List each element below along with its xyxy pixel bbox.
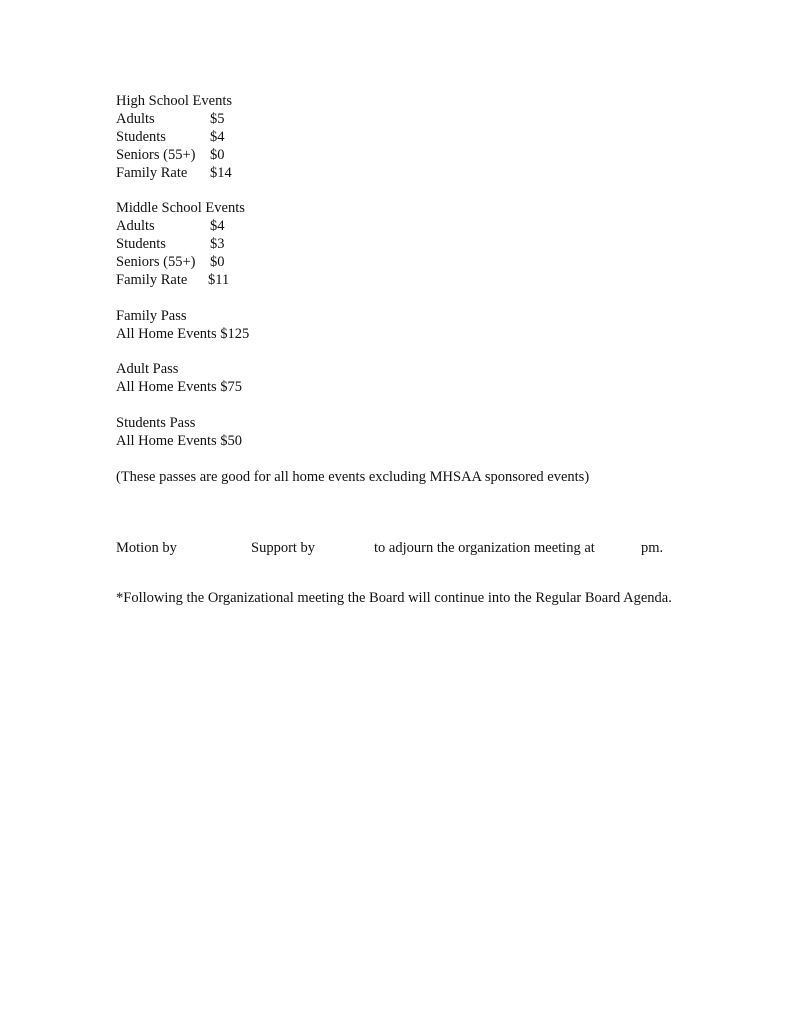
middle-school-row-students	[116, 236, 736, 254]
price-label: Family Rate	[116, 271, 188, 288]
price-label: Adults	[116, 218, 155, 235]
motion-by-label: Motion by	[116, 540, 177, 557]
document-page	[116, 93, 736, 608]
price-label: Students	[116, 128, 166, 145]
passes-note: (These passes are good for all home events excluding MHSAA sponsored events)	[116, 468, 590, 485]
spacer	[116, 182, 736, 200]
price-value: $5	[210, 110, 225, 127]
adjourn-text: to adjourn the organization meeting at	[374, 540, 595, 557]
price-value: $4	[210, 128, 225, 145]
price-value: $0	[210, 146, 225, 163]
students-pass-price: All Home Events $50	[116, 432, 243, 449]
family-pass-heading: Family Pass	[116, 307, 187, 324]
price-value: $3	[210, 236, 225, 253]
price-label: Students	[116, 236, 166, 253]
middle-school-heading: Middle School Events	[116, 200, 245, 217]
pm-label: pm.	[641, 540, 664, 557]
high-school-heading: High School Events	[116, 93, 232, 109]
footnote: *Following the Organizational meeting the Board will continue into the Regular Board Agenda.	[116, 590, 672, 607]
price-value: $4	[210, 218, 225, 235]
price-label: Family Rate	[116, 164, 188, 181]
motion-line	[116, 540, 736, 558]
spacer	[116, 451, 736, 469]
price-value: $14	[210, 164, 232, 181]
price-label: Adults	[116, 110, 155, 127]
support-by-label: Support by	[251, 540, 316, 557]
family-pass-price: All Home Events $125	[116, 325, 250, 342]
high-school-row-seniors	[116, 147, 736, 165]
price-value: $0	[210, 254, 225, 271]
spacer	[116, 343, 736, 361]
students-pass-heading: Students Pass	[116, 415, 196, 432]
middle-school-row-adults	[116, 218, 736, 236]
high-school-row-students	[116, 129, 736, 147]
price-label: Seniors (55+)	[116, 254, 196, 271]
middle-school-row-seniors	[116, 254, 736, 272]
price-label: Seniors (55+)	[116, 146, 196, 163]
adult-pass-heading: Adult Pass	[116, 361, 179, 378]
high-school-row-family	[116, 165, 736, 183]
spacer	[116, 397, 736, 415]
adult-pass-price: All Home Events $75	[116, 379, 243, 396]
spacer	[116, 290, 736, 308]
middle-school-row-family	[116, 272, 736, 290]
high-school-row-adults	[116, 111, 736, 129]
price-value: $11	[208, 271, 230, 288]
